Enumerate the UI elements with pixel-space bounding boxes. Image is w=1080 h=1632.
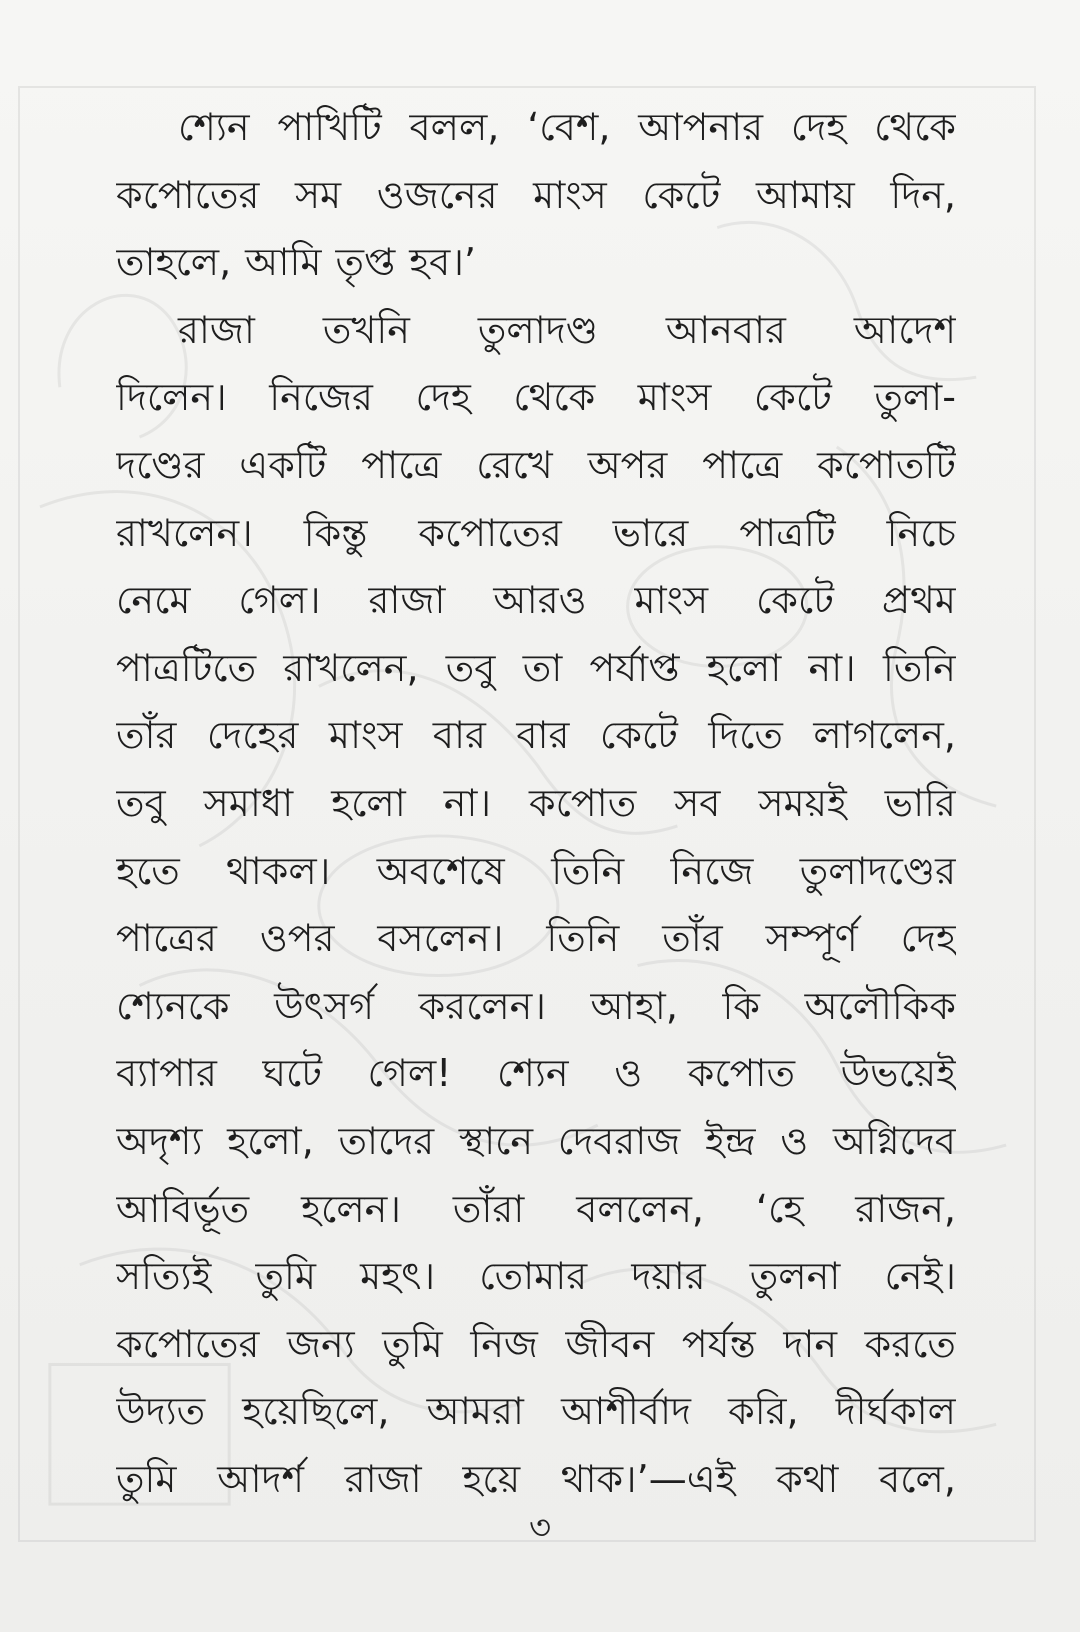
word: নিচে <box>886 510 956 555</box>
word: লাগলেন, <box>813 713 956 758</box>
word: দেহ <box>790 105 847 149</box>
word: আরও <box>493 578 587 623</box>
story-text <box>116 94 956 1513</box>
word: তিনি <box>551 848 625 893</box>
word: বলে, <box>879 1456 956 1501</box>
word: বার <box>432 713 486 758</box>
word: তৃপ্ত <box>335 240 396 285</box>
word: ব্যাপার <box>116 1051 217 1096</box>
word: আপনার <box>638 105 764 149</box>
word: মাংস <box>328 713 403 758</box>
text-line <box>116 838 956 906</box>
word: সময়ই <box>758 780 847 825</box>
word: প্রথম <box>881 578 956 623</box>
word: কপোত <box>687 1051 795 1096</box>
word: অগ্নিদেব <box>832 1118 956 1163</box>
word: উভয়েই <box>840 1051 956 1096</box>
text-line <box>116 702 956 770</box>
word: মাংস <box>637 375 712 420</box>
word: বার <box>516 713 570 758</box>
word: নিজের <box>269 375 373 420</box>
word: দয়ার <box>631 1254 706 1299</box>
word: তাঁর <box>662 916 723 961</box>
word: দেবরাজ <box>557 1118 681 1163</box>
word: হলো, <box>227 1118 314 1163</box>
text-line <box>116 1040 956 1108</box>
text-line <box>116 567 956 635</box>
word: রাজা <box>344 1456 422 1501</box>
word: হলো <box>331 780 406 825</box>
word: তা <box>522 645 563 690</box>
word: তুলাদণ্ডের <box>799 848 956 893</box>
word: তুলনা <box>749 1254 841 1299</box>
word: কপোতের <box>418 510 562 555</box>
word: নিজে <box>670 848 754 893</box>
word: একটি <box>239 442 327 487</box>
word: ভারি <box>884 780 956 825</box>
word: কেটে <box>599 713 678 758</box>
word: জীবন <box>565 1321 655 1366</box>
word: আমি <box>245 240 322 285</box>
word: ওজনের <box>376 172 498 217</box>
word: অদৃশ্য <box>116 1118 203 1163</box>
word: রেখে <box>476 442 553 487</box>
word: সম্পূর্ণ <box>765 916 858 961</box>
word: রাজন, <box>855 1186 956 1231</box>
text-line <box>116 973 956 1041</box>
word: তবু <box>445 645 496 690</box>
text-line <box>116 500 956 568</box>
word: কথা <box>776 1456 839 1501</box>
word: মহৎ। <box>360 1254 436 1299</box>
word: দিতে <box>708 713 783 758</box>
word: পাত্রে <box>702 442 783 487</box>
word: তাহলে, <box>116 240 232 285</box>
word: আমায় <box>755 172 855 217</box>
word: রাজা <box>178 307 255 352</box>
word: তুমি <box>255 1254 316 1299</box>
word: তিনি <box>883 645 956 690</box>
word: দেহের <box>206 713 299 758</box>
text-line <box>116 1378 956 1446</box>
page-number: ৩ <box>528 1508 552 1548</box>
word: দান <box>783 1321 838 1366</box>
text-line <box>116 905 956 973</box>
word: পাখিটি <box>277 105 382 149</box>
word: ও <box>614 1051 643 1096</box>
word: হব।’ <box>409 240 477 285</box>
word: নিজ <box>470 1321 538 1366</box>
word: কেটে <box>755 578 834 623</box>
word: কপোতের <box>116 1321 260 1366</box>
word: তাঁরা <box>452 1186 525 1231</box>
word: আমরা <box>426 1389 524 1434</box>
word: পর্যাপ্ত <box>589 645 680 690</box>
word: তাদের <box>338 1118 435 1163</box>
word: হয়ে <box>462 1456 521 1501</box>
word: আশীর্বাদ <box>561 1389 691 1434</box>
word: উৎসর্গ <box>274 983 374 1028</box>
word: উদ্যত <box>116 1389 206 1434</box>
word: আবির্ভূত <box>116 1186 250 1231</box>
word: হতে <box>116 848 180 893</box>
word: আহা, <box>590 983 678 1028</box>
word: কি <box>722 983 760 1028</box>
text-line <box>116 1108 956 1176</box>
word: কেটে <box>753 375 832 420</box>
word: দেহ <box>415 375 471 420</box>
word: করলেন। <box>418 983 546 1028</box>
word: দিন, <box>890 172 956 217</box>
word: নেই। <box>884 1254 956 1299</box>
text-line <box>116 635 956 703</box>
word: অবশেষে <box>376 848 505 893</box>
word: আনবার <box>665 307 786 352</box>
word: অলৌকিক <box>804 983 956 1028</box>
word: পাত্রে <box>361 442 442 487</box>
word: গেল। <box>238 578 321 623</box>
word: কিন্তু <box>303 510 368 555</box>
word: তবু <box>116 780 166 825</box>
word: বললেন, <box>576 1186 705 1231</box>
word: সব <box>674 780 721 825</box>
word: ঘটে <box>262 1051 322 1096</box>
word: সম <box>294 172 342 217</box>
word: বলল, <box>409 105 500 149</box>
word: দেহ <box>900 916 956 961</box>
word: থেকে <box>513 375 596 420</box>
word: বসলেন। <box>377 916 504 961</box>
word: হলো <box>706 645 782 690</box>
word: রাজা <box>368 578 446 623</box>
word: কপোত <box>529 780 637 825</box>
word: তুমি <box>382 1321 443 1366</box>
word: তুলাদণ্ড <box>477 307 598 352</box>
word: অপর <box>587 442 668 487</box>
word: শ্যেন <box>178 105 250 149</box>
word: হয়েছিলে, <box>242 1389 390 1434</box>
word: করতে <box>864 1321 956 1366</box>
word: রাখলেন, <box>283 645 419 690</box>
word: তখনি <box>322 307 410 352</box>
word: ‘হে <box>755 1186 804 1231</box>
word: থাকল। <box>226 848 331 893</box>
text-line <box>116 1243 956 1311</box>
word: পাত্রটিতে <box>116 645 257 690</box>
text-line <box>116 1311 956 1379</box>
word: আদর্শ <box>217 1456 305 1501</box>
word: ও <box>780 1118 809 1163</box>
word: ওপর <box>259 916 335 961</box>
word: ইন্দ্র <box>704 1118 756 1163</box>
word: থাক।’—এই <box>560 1456 736 1501</box>
word: স্থানে <box>458 1118 534 1163</box>
word: দিলেন। <box>116 375 227 420</box>
word: থেকে <box>874 105 956 149</box>
word: কপোতের <box>116 172 260 217</box>
word: ভারে <box>612 510 689 555</box>
word: দীর্ঘকাল <box>835 1389 956 1434</box>
word: পর্যন্ত <box>681 1321 756 1366</box>
word: ‘বেশ, <box>527 105 611 149</box>
word: দণ্ডের <box>116 442 205 487</box>
word: মাংস <box>634 578 709 623</box>
word: হলেন। <box>301 1186 401 1231</box>
word: শ্যেনকে <box>116 983 230 1028</box>
word: জন্য <box>286 1321 355 1366</box>
text-line <box>116 432 956 500</box>
word: রাখলেন। <box>116 510 253 555</box>
word: পাত্রের <box>116 916 217 961</box>
word: তাঁর <box>116 713 177 758</box>
word: সমাধা <box>203 780 294 825</box>
text-line <box>116 162 956 230</box>
word: করি, <box>728 1389 799 1434</box>
text-line <box>116 297 956 365</box>
text-line <box>116 94 956 162</box>
word: শ্যেন <box>497 1051 569 1096</box>
word: মাংস <box>533 172 607 217</box>
word: না। <box>808 645 856 690</box>
word: তুমি <box>116 1456 177 1501</box>
word: পাত্রটি <box>739 510 836 555</box>
word: নেমে <box>116 578 191 623</box>
word: আদেশ <box>853 307 956 352</box>
word: না। <box>443 780 492 825</box>
word: তিনি <box>546 916 620 961</box>
text-line <box>116 1176 956 1244</box>
word: কপোতটি <box>817 442 956 487</box>
text-line <box>116 770 956 838</box>
word: গেল! <box>367 1051 452 1096</box>
word: কেটে <box>642 172 721 217</box>
word: সত্যিই <box>116 1254 212 1299</box>
text-line <box>116 229 956 297</box>
text-line <box>116 364 956 432</box>
word: তোমার <box>479 1254 588 1299</box>
word: তুলা- <box>874 375 956 420</box>
